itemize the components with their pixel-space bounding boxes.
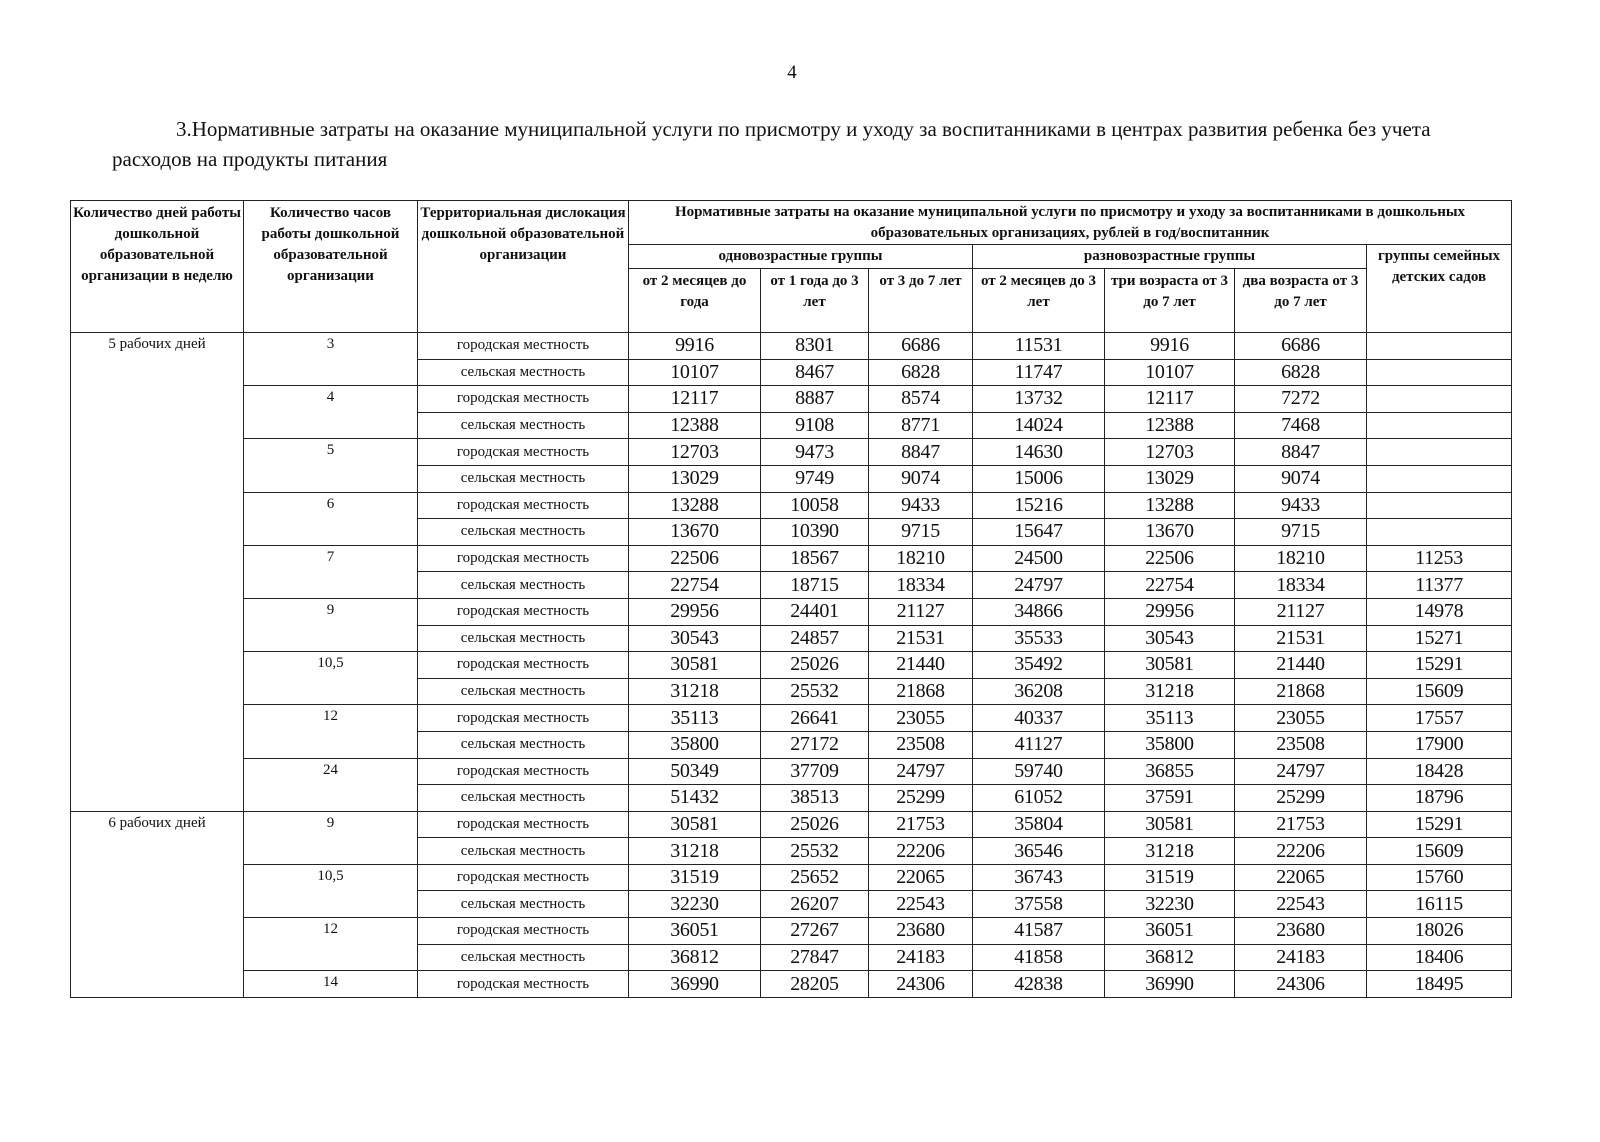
- value-cell: 21440: [869, 652, 973, 679]
- value-cell: 13732: [973, 386, 1105, 413]
- location-cell: сельская местность: [418, 359, 629, 386]
- value-cell: 15291: [1367, 652, 1512, 679]
- value-cell: 12703: [629, 439, 761, 466]
- value-cell: 26207: [761, 891, 869, 918]
- header-days: Количество дней работы дошкольной образовательной организации в неделю: [71, 201, 244, 333]
- value-cell: 9473: [761, 439, 869, 466]
- value-cell: 9108: [761, 412, 869, 439]
- value-cell: 23055: [869, 705, 973, 732]
- location-cell: сельская местность: [418, 519, 629, 546]
- value-cell: 36990: [629, 971, 761, 998]
- value-cell: 8887: [761, 386, 869, 413]
- value-cell: 23508: [869, 731, 973, 758]
- header-col-1: от 2 месяцев до года: [629, 269, 761, 333]
- value-cell: 37558: [973, 891, 1105, 918]
- value-cell: 25026: [761, 652, 869, 679]
- location-cell: городская местность: [418, 758, 629, 785]
- hours-cell: 5: [244, 439, 418, 492]
- value-cell: 22506: [629, 545, 761, 572]
- value-cell: 18026: [1367, 918, 1512, 945]
- value-cell: 22754: [629, 572, 761, 599]
- value-cell: 36812: [629, 944, 761, 971]
- location-cell: городская местность: [418, 971, 629, 998]
- value-cell: 6828: [1235, 359, 1367, 386]
- value-cell: 8847: [1235, 439, 1367, 466]
- value-cell: 32230: [629, 891, 761, 918]
- value-cell: [1367, 492, 1512, 519]
- value-cell: 18210: [1235, 545, 1367, 572]
- header-same-age: одновозрастные группы: [629, 245, 973, 269]
- value-cell: 18406: [1367, 944, 1512, 971]
- value-cell: 15271: [1367, 625, 1512, 652]
- value-cell: 27172: [761, 731, 869, 758]
- value-cell: 24797: [1235, 758, 1367, 785]
- value-cell: 11531: [973, 333, 1105, 360]
- value-cell: 15291: [1367, 811, 1512, 838]
- value-cell: 23680: [869, 918, 973, 945]
- value-cell: 24797: [869, 758, 973, 785]
- value-cell: 40337: [973, 705, 1105, 732]
- hours-cell: 7: [244, 545, 418, 598]
- table-row: [71, 492, 1512, 519]
- value-cell: 18334: [1235, 572, 1367, 599]
- value-cell: 36990: [1105, 971, 1235, 998]
- value-cell: 59740: [973, 758, 1105, 785]
- location-cell: городская местность: [418, 864, 629, 891]
- hours-cell: 10,5: [244, 864, 418, 917]
- value-cell: 31218: [629, 678, 761, 705]
- hours-cell: 14: [244, 971, 418, 998]
- value-cell: 13288: [1105, 492, 1235, 519]
- table-row: [71, 598, 1512, 625]
- value-cell: 22543: [869, 891, 973, 918]
- value-cell: 22543: [1235, 891, 1367, 918]
- value-cell: 28205: [761, 971, 869, 998]
- value-cell: 18334: [869, 572, 973, 599]
- value-cell: 31218: [629, 838, 761, 865]
- value-cell: 16115: [1367, 891, 1512, 918]
- location-cell: городская местность: [418, 333, 629, 360]
- value-cell: [1367, 439, 1512, 466]
- value-cell: 24183: [1235, 944, 1367, 971]
- value-cell: 13288: [629, 492, 761, 519]
- value-cell: 18796: [1367, 785, 1512, 812]
- value-cell: [1367, 519, 1512, 546]
- location-cell: сельская местность: [418, 785, 629, 812]
- value-cell: 8847: [869, 439, 973, 466]
- value-cell: 25532: [761, 838, 869, 865]
- value-cell: 31519: [629, 864, 761, 891]
- header-location: Территориальная дислокация дошкольной образовательной организации: [418, 201, 629, 333]
- value-cell: 24857: [761, 625, 869, 652]
- header-col-3: от 3 до 7 лет: [869, 269, 973, 333]
- value-cell: 24500: [973, 545, 1105, 572]
- value-cell: 11377: [1367, 572, 1512, 599]
- location-cell: сельская местность: [418, 678, 629, 705]
- value-cell: 36208: [973, 678, 1105, 705]
- value-cell: 22506: [1105, 545, 1235, 572]
- location-cell: сельская местность: [418, 572, 629, 599]
- value-cell: [1367, 359, 1512, 386]
- value-cell: 27847: [761, 944, 869, 971]
- value-cell: 36743: [973, 864, 1105, 891]
- value-cell: 31519: [1105, 864, 1235, 891]
- value-cell: 21440: [1235, 652, 1367, 679]
- value-cell: 9074: [1235, 465, 1367, 492]
- value-cell: 12388: [629, 412, 761, 439]
- value-cell: 13029: [1105, 465, 1235, 492]
- value-cell: 35800: [629, 731, 761, 758]
- location-cell: сельская местность: [418, 625, 629, 652]
- value-cell: 6828: [869, 359, 973, 386]
- value-cell: 18428: [1367, 758, 1512, 785]
- value-cell: 8467: [761, 359, 869, 386]
- table-row: [71, 918, 1512, 945]
- location-cell: сельская местность: [418, 731, 629, 758]
- value-cell: 15216: [973, 492, 1105, 519]
- value-cell: 22206: [869, 838, 973, 865]
- value-cell: 25299: [869, 785, 973, 812]
- value-cell: 11747: [973, 359, 1105, 386]
- value-cell: 9715: [1235, 519, 1367, 546]
- hours-cell: 12: [244, 705, 418, 758]
- value-cell: [1367, 386, 1512, 413]
- table-row: [71, 652, 1512, 679]
- value-cell: 21127: [869, 598, 973, 625]
- value-cell: 36855: [1105, 758, 1235, 785]
- value-cell: 13029: [629, 465, 761, 492]
- value-cell: 12388: [1105, 412, 1235, 439]
- header-mixed-age: разновозрастные группы: [973, 245, 1367, 269]
- value-cell: 30581: [1105, 811, 1235, 838]
- section-heading: [112, 114, 1468, 174]
- value-cell: 6686: [869, 333, 973, 360]
- value-cell: 41587: [973, 918, 1105, 945]
- value-cell: 30543: [629, 625, 761, 652]
- value-cell: 22065: [869, 864, 973, 891]
- value-cell: 18567: [761, 545, 869, 572]
- value-cell: 30581: [629, 652, 761, 679]
- value-cell: 24183: [869, 944, 973, 971]
- hours-cell: 9: [244, 811, 418, 864]
- header-col-4: от 2 месяцев до 3 лет: [973, 269, 1105, 333]
- value-cell: 31218: [1105, 838, 1235, 865]
- value-cell: 37591: [1105, 785, 1235, 812]
- header-family: группы семейных детских садов: [1367, 245, 1512, 333]
- hours-cell: 9: [244, 598, 418, 651]
- hours-cell: 12: [244, 918, 418, 971]
- table-row: [71, 545, 1512, 572]
- table-row: [71, 864, 1512, 891]
- header-col-6: два возраста от 3 до 7 лет: [1235, 269, 1367, 333]
- value-cell: [1367, 333, 1512, 360]
- location-cell: городская местность: [418, 598, 629, 625]
- location-cell: городская местность: [418, 439, 629, 466]
- value-cell: 34866: [973, 598, 1105, 625]
- location-cell: сельская местность: [418, 465, 629, 492]
- value-cell: 36051: [1105, 918, 1235, 945]
- value-cell: 9916: [629, 333, 761, 360]
- value-cell: 11253: [1367, 545, 1512, 572]
- value-cell: 21868: [869, 678, 973, 705]
- location-cell: городская местность: [418, 918, 629, 945]
- hours-cell: 4: [244, 386, 418, 439]
- value-cell: 18495: [1367, 971, 1512, 998]
- days-cell: 6 рабочих дней: [71, 811, 244, 997]
- location-cell: городская местность: [418, 705, 629, 732]
- page-number: 4: [787, 62, 797, 83]
- value-cell: 9916: [1105, 333, 1235, 360]
- value-cell: 61052: [973, 785, 1105, 812]
- table-body: [71, 333, 1512, 998]
- value-cell: 23680: [1235, 918, 1367, 945]
- value-cell: 30581: [629, 811, 761, 838]
- value-cell: 23055: [1235, 705, 1367, 732]
- location-cell: городская местность: [418, 492, 629, 519]
- value-cell: 17900: [1367, 731, 1512, 758]
- value-cell: 8771: [869, 412, 973, 439]
- value-cell: 27267: [761, 918, 869, 945]
- hours-cell: 3: [244, 333, 418, 386]
- table-row: [71, 333, 1512, 360]
- location-cell: городская местность: [418, 652, 629, 679]
- value-cell: 9715: [869, 519, 973, 546]
- value-cell: 10107: [629, 359, 761, 386]
- location-cell: сельская местность: [418, 412, 629, 439]
- value-cell: 6686: [1235, 333, 1367, 360]
- value-cell: 17557: [1367, 705, 1512, 732]
- value-cell: 31218: [1105, 678, 1235, 705]
- value-cell: 35113: [629, 705, 761, 732]
- value-cell: 29956: [629, 598, 761, 625]
- value-cell: 21531: [869, 625, 973, 652]
- value-cell: 21127: [1235, 598, 1367, 625]
- value-cell: 9433: [1235, 492, 1367, 519]
- location-cell: городская местность: [418, 386, 629, 413]
- value-cell: 29956: [1105, 598, 1235, 625]
- header-col-2: от 1 года до 3 лет: [761, 269, 869, 333]
- value-cell: 23508: [1235, 731, 1367, 758]
- header-costs-group: Нормативные затраты на оказание муниципальной услуги по присмотру и уходу за воспитанниками в дошкольных образовательных организациях, рублей в год/воспитанник: [629, 201, 1512, 245]
- value-cell: 25652: [761, 864, 869, 891]
- value-cell: 26641: [761, 705, 869, 732]
- value-cell: 24797: [973, 572, 1105, 599]
- value-cell: 7468: [1235, 412, 1367, 439]
- cost-table: [70, 200, 1512, 998]
- value-cell: 21868: [1235, 678, 1367, 705]
- value-cell: 21531: [1235, 625, 1367, 652]
- value-cell: 15609: [1367, 678, 1512, 705]
- value-cell: 13670: [1105, 519, 1235, 546]
- value-cell: 35533: [973, 625, 1105, 652]
- value-cell: 41127: [973, 731, 1105, 758]
- value-cell: 25026: [761, 811, 869, 838]
- value-cell: 12703: [1105, 439, 1235, 466]
- location-cell: сельская местность: [418, 944, 629, 971]
- value-cell: 24306: [869, 971, 973, 998]
- value-cell: 14024: [973, 412, 1105, 439]
- value-cell: 35492: [973, 652, 1105, 679]
- value-cell: 50349: [629, 758, 761, 785]
- value-cell: 15647: [973, 519, 1105, 546]
- value-cell: 32230: [1105, 891, 1235, 918]
- value-cell: 9074: [869, 465, 973, 492]
- value-cell: 18715: [761, 572, 869, 599]
- value-cell: 8301: [761, 333, 869, 360]
- value-cell: 51432: [629, 785, 761, 812]
- value-cell: [1367, 412, 1512, 439]
- value-cell: 15760: [1367, 864, 1512, 891]
- value-cell: 22206: [1235, 838, 1367, 865]
- value-cell: [1367, 465, 1512, 492]
- table-row: [71, 811, 1512, 838]
- location-cell: сельская местность: [418, 838, 629, 865]
- value-cell: 14630: [973, 439, 1105, 466]
- value-cell: 21753: [869, 811, 973, 838]
- location-cell: сельская местность: [418, 891, 629, 918]
- location-cell: городская местность: [418, 545, 629, 572]
- value-cell: 14978: [1367, 598, 1512, 625]
- value-cell: 22754: [1105, 572, 1235, 599]
- value-cell: 35804: [973, 811, 1105, 838]
- section-heading-text: 3.Нормативные затраты на оказание муниципальной услуги по присмотру и уходу за воспитанниками в центрах развития ребенка без учета расходов на продукты питания: [112, 117, 1431, 171]
- table-row: [71, 971, 1512, 998]
- value-cell: 12117: [1105, 386, 1235, 413]
- value-cell: 35113: [1105, 705, 1235, 732]
- header-hours: Количество часов работы дошкольной образовательной организации: [244, 201, 418, 333]
- hours-cell: 10,5: [244, 652, 418, 705]
- value-cell: 35800: [1105, 731, 1235, 758]
- value-cell: 22065: [1235, 864, 1367, 891]
- value-cell: 15609: [1367, 838, 1512, 865]
- value-cell: 13670: [629, 519, 761, 546]
- value-cell: 7272: [1235, 386, 1367, 413]
- table-row: [71, 705, 1512, 732]
- value-cell: 21753: [1235, 811, 1367, 838]
- value-cell: 25532: [761, 678, 869, 705]
- days-cell: 5 рабочих дней: [71, 333, 244, 812]
- value-cell: 9433: [869, 492, 973, 519]
- value-cell: 10390: [761, 519, 869, 546]
- value-cell: 37709: [761, 758, 869, 785]
- value-cell: 18210: [869, 545, 973, 572]
- value-cell: 30581: [1105, 652, 1235, 679]
- table-row: [71, 386, 1512, 413]
- value-cell: 36546: [973, 838, 1105, 865]
- header-col-5: три возраста от 3 до 7 лет: [1105, 269, 1235, 333]
- table-row: [71, 758, 1512, 785]
- value-cell: 30543: [1105, 625, 1235, 652]
- value-cell: 10107: [1105, 359, 1235, 386]
- value-cell: 24401: [761, 598, 869, 625]
- value-cell: 12117: [629, 386, 761, 413]
- value-cell: 36051: [629, 918, 761, 945]
- value-cell: 25299: [1235, 785, 1367, 812]
- value-cell: 36812: [1105, 944, 1235, 971]
- value-cell: 42838: [973, 971, 1105, 998]
- value-cell: 24306: [1235, 971, 1367, 998]
- value-cell: 41858: [973, 944, 1105, 971]
- value-cell: 38513: [761, 785, 869, 812]
- value-cell: 15006: [973, 465, 1105, 492]
- hours-cell: 24: [244, 758, 418, 811]
- hours-cell: 6: [244, 492, 418, 545]
- value-cell: 9749: [761, 465, 869, 492]
- location-cell: городская местность: [418, 811, 629, 838]
- value-cell: 10058: [761, 492, 869, 519]
- value-cell: 8574: [869, 386, 973, 413]
- table-row: [71, 439, 1512, 466]
